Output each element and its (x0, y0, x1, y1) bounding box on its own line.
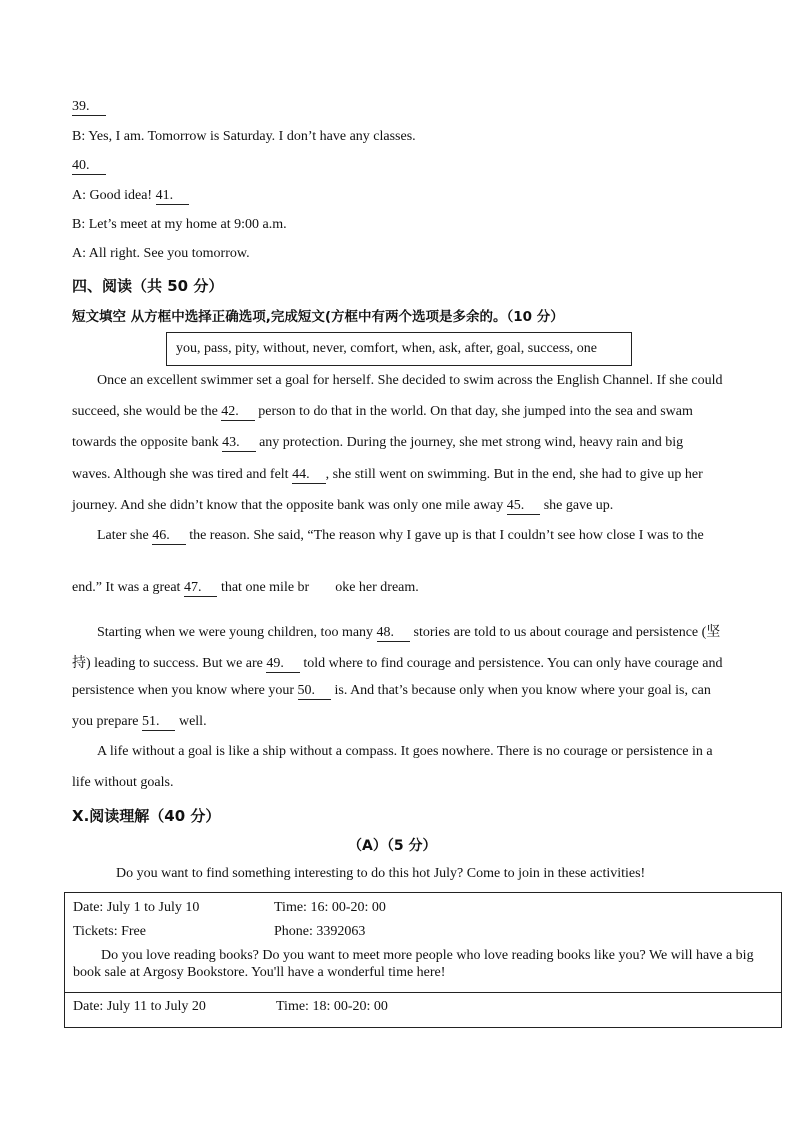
blank-39[interactable]: 39. (72, 99, 106, 116)
section-instruction: 短文填空 从方框中选择正确选项,完成短文(方框中有两个选项是多余的。（10 分） (72, 309, 564, 325)
table-divider (65, 992, 781, 993)
activity-time: Time: 18: 00-20: 00 (276, 999, 388, 1014)
passage-line: you prepare 51. well. (72, 714, 207, 729)
blank-41[interactable]: 41. (156, 188, 190, 205)
blank-48[interactable]: 48. (377, 625, 411, 642)
section-heading: 四、阅读（共 50 分） (72, 277, 224, 295)
blank-43[interactable]: 43. (222, 435, 256, 452)
activity-tickets: Tickets: Free (73, 924, 146, 939)
blank-44[interactable]: 44. (292, 467, 326, 484)
blank-49[interactable]: 49. (266, 656, 300, 673)
word-box (166, 332, 632, 366)
passage-line: life without goals. (72, 775, 174, 790)
blank-42[interactable]: 42. (221, 404, 255, 421)
passage-line: journey. And she didn’t know that the opposite bank was only one mile away 45. she gave up. (72, 498, 614, 513)
passage-line: persistence when you know where your 50. is. And that’s because only when you know where your goal is, can (72, 683, 711, 698)
blank-47[interactable]: 47. (184, 580, 218, 597)
sub-heading: （A）（5 分） (348, 838, 437, 854)
passage-line: waves. Although she was tired and felt 44. , she still went on swimming. But in the end, she had to give up her (72, 467, 703, 482)
activity-time: Time: 16: 00-20: 00 (274, 900, 386, 915)
dialogue-line: B: Yes, I am. Tomorrow is Saturday. I don’t have any classes. (72, 129, 416, 144)
passage-line: succeed, she would be the 42. person to do that in the world. On that day, she jumped into the sea and swam (72, 404, 693, 419)
blank-51[interactable]: 51. (142, 714, 176, 731)
passage-line: Starting when we were young children, too many 48. stories are told to us about courage and persistence (坚 (97, 625, 721, 640)
dialogue-line: A: All right. See you tomorrow. (72, 246, 250, 261)
passage-line: end.” It was a great 47. that one mile br oke her dream. (72, 580, 419, 595)
passage-line: towards the opposite bank 43. any protection. During the journey, she met strong wind, heavy rain and big (72, 435, 684, 450)
blank-40[interactable]: 40. (72, 158, 106, 175)
blank-45[interactable]: 45. (507, 498, 541, 515)
intro-text: Do you want to find something interesting to do this hot July? Come to join in these activities! (116, 866, 646, 881)
passage-line: 持) leading to success. But we are 49. told where to find courage and persistence. You can only have courage and (72, 656, 723, 671)
passage-line: A life without a goal is like a ship without a compass. It goes nowhere. There is no courage or persistence in a (97, 744, 713, 759)
blank-46[interactable]: 46. (152, 528, 186, 545)
section-heading: X.阅读理解（40 分） (72, 807, 221, 825)
activity-date: Date: July 1 to July 10 (73, 900, 200, 915)
activities-table (64, 892, 782, 1028)
activity-date: Date: July 11 to July 20 (73, 999, 206, 1014)
dialogue-line: B: Let’s meet at my home at 9:00 a.m. (72, 217, 287, 232)
word-box-text: you, pass, pity, without, never, comfort, when, ask, after, goal, success, one (176, 341, 597, 356)
activity-phone: Phone: 3392063 (274, 924, 366, 939)
blank-50[interactable]: 50. (298, 683, 332, 700)
activity-description: Do you love reading books? Do you want to meet more people who love reading books like you? We will have a big book sale at Argosy Bookstore. You'll have a wonderful time here! (73, 948, 754, 980)
dialogue-line: A: Good idea! 41. (72, 188, 189, 205)
passage-line: Later she 46. the reason. She said, “The reason why I gave up is that I couldn’t see how close I was to the (97, 528, 704, 543)
passage-line: Once an excellent swimmer set a goal for herself. She decided to swim across the English Channel. If she could (97, 373, 723, 388)
